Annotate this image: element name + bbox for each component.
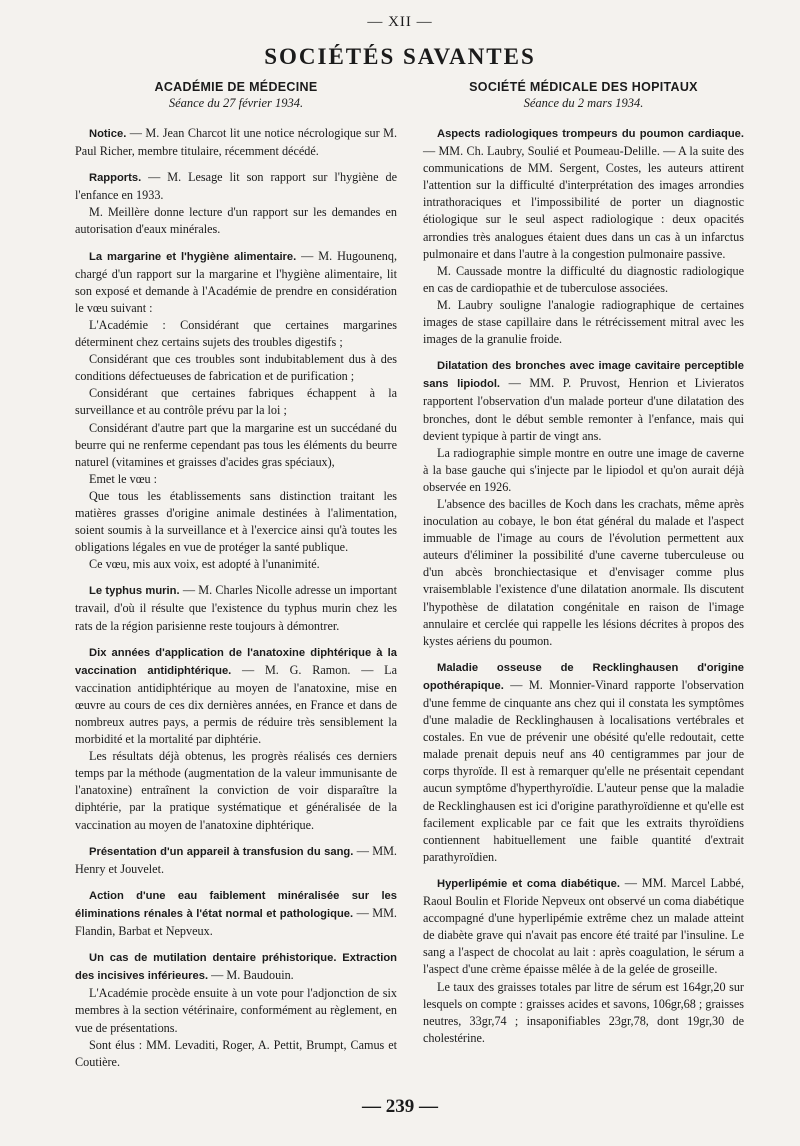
right-column <box>423 80 744 1047</box>
session-date: Séance du 2 mars 1934. <box>523 96 644 110</box>
paragraph: Le taux des graisses totales par litre de sérum est 164gr,20 sur lesquels on compte : graisses acides et savons, 106gr,68 ; graisses neutres, 33gr,74 ; insaponifiables 23gr,78, dont 19gr,30 de cholestérine. <box>423 979 744 1045</box>
bottom-page-number: — 239 — <box>362 1096 438 1117</box>
section-title-academie: ACADÉMIE DE MÉDECINE <box>154 80 318 94</box>
paragraph: Action d'une eau faiblement minéralisée sur les éliminations rénales à l'état normal et pathologique. — MM. Flandin, Barbat et Nepveux. <box>75 889 397 939</box>
paragraph: L'absence des bacilles de Koch dans les crachats, même après inoculation au cobaye, le bon état général du malade et l'aspect immuable de l'image au cours de l'évolution permettent aux auteurs d'éliminer la possibilité d'une caverne tuberculeuse ou d'un abcès bronchiectasique et d'envisager comme plus vraisemblable l'existence d'une dilatation anormale. Ils discutent l'hypothèse de dilatation congénitale en raison de l'image annulaire et cerclée qui rappelle les lésions décrites à propos des kystes aériens du poumon. <box>423 496 744 648</box>
paragraph-heading: La margarine et l'hygiène alimentaire. <box>89 250 297 263</box>
page-title: SOCIÉTÉS SAVANTES <box>264 44 536 69</box>
paragraph: La radiographie simple montre en outre une image de caverne à la base gauche qui s'injecte par le lipiodol et qu'on aurait déjà observée en 1926. <box>423 445 744 494</box>
paragraph-heading: Aspects radiologiques trompeurs du poumon cardiaque. <box>437 128 744 140</box>
paragraph: Que tous les établissements sans distinction traitant les matières grasses d'origine animale destinées à l'alimentation, soient soumis à la surveillance et à l'exercice ainsi qu'à toutes les obligations légales en vue de protéger la santé publique. <box>75 488 397 555</box>
paragraph: M. Caussade montre la difficulté du diagnostic radiologique en cas de cardiopathie et de tuberculose associées. <box>423 263 744 295</box>
paragraph-heading: Un cas de mutilation dentaire préhistorique. Extraction des incisives inférieures. <box>75 952 397 983</box>
paragraph: L'Académie : Considérant que certaines margarines déterminent chez certains sujets des troubles digestifs ; <box>75 317 397 350</box>
paragraph: Aspects radiologiques trompeurs du poumon cardiaque. — MM. Ch. Laubry, Soulié et Poumeau-Delille. — A la suite des communications de MM. Sergent, Costes, les auteurs attirent l'attention sur la difficulté d'interprétation des images arrondies intrathoraciques et l'impossibilité de porter un diagnostic étiologique sur le seul aspect radiologique : deux opacités arrondies très analogues étaient dues dans un cas à un infarctus pulmonaire et dans l'autre à la congestion pulmonaire passive. <box>423 128 744 261</box>
left-column <box>75 80 397 1071</box>
paragraph: L'Académie procède ensuite à un vote pour l'adjonction de six membres à la section vétérinaire, conformément au règlement, en vue de présentations. <box>75 986 397 1035</box>
paragraph-heading: Hyperlipémie et coma diabétique. <box>437 877 620 890</box>
paragraph: Présentation d'un appareil à transfusion du sang. — MM. Henry et Jouvelet. <box>75 843 397 876</box>
paragraph: Dilatation des bronches avec image cavitaire perceptible sans lipiodol. — MM. P. Pruvost, Henrion et Livieratos rapportent l'observation d'un malade porteur d'une dilatation des bronches, dont le début semble remonter à l'enfance, mais qui devient typique à partir de vingt ans. <box>423 360 744 443</box>
paragraph: Un cas de mutilation dentaire préhistorique. Extraction des incisives inférieures. — M. Baudouin. <box>75 952 397 983</box>
paragraph: Considérant que ces troubles sont indubitablement dus à des conditions défectueuses de fabrication et de purification ; <box>75 352 397 384</box>
paragraph: Sont élus : MM. Levaditi, Roger, A. Pettit, Brumpt, Camus et Coutière. <box>75 1037 397 1069</box>
paragraph: La margarine et l'hygiène alimentaire. — M. Hugounenq, chargé d'un rapport sur la margarine et l'hygiène alimentaire, lit son exposé et demande à l'Académie de prendre en considération le vœu suivant : <box>75 248 397 315</box>
paragraph-heading: Action d'une eau faiblement minéralisée sur les éliminations rénales à l'état normal et pathologique. <box>75 889 397 920</box>
paragraph: Rapports. — M. Lesage lit son rapport sur l'hygiène de l'enfance en 1933. <box>75 170 397 203</box>
paragraph: Le typhus murin. — M. Charles Nicolle adresse un important travail, d'où il résulte que l'existence du typhus murin chez les rats de la région parisienne reste toujours à démontrer. <box>75 583 397 633</box>
paragraph-heading: Le typhus murin. <box>89 585 180 598</box>
section-title-societe: SOCIÉTÉ MÉDICALE DES HOPITAUX <box>469 80 698 94</box>
paragraph-heading: Dilatation des bronches avec image cavitaire perceptible sans lipiodol. <box>423 360 744 391</box>
paragraph: Considérant que certaines fabriques échappent à la surveillance et au contrôle prévu par la loi ; <box>75 386 397 418</box>
session-date: Séance du 27 février 1934. <box>168 96 304 110</box>
paragraph: Emet le vœu : <box>89 471 158 486</box>
paragraph-heading: Présentation d'un appareil à transfusion du sang. <box>89 845 354 858</box>
paragraph-heading: Dix années d'application de l'anatoxine diphtérique à la vaccination antidiphtérique. <box>75 646 397 677</box>
paragraph: Les résultats déjà obtenus, les progrès réalisés ces derniers temps par la méthode (augmentation de la valeur immunisante de l'anatoxine) entraînent la conviction de voir disparaître la diphtérie, par la pratique systématique et généralisée de la vaccination au moyen de l'anatoxine diphtérique. <box>75 749 397 832</box>
paragraph: Maladie osseuse de Recklinghausen d'origine opothérapique. — M. Monnier-Vinard rapporte l'observation d'une femme de cinquante ans chez qui il constata les symptômes d'une maladie de Recklinghausen à localisations vertébrales et costales. En vue de prévenir une obésité qu'elle redoutait, cette malade prenait depuis neuf ans 40 centigrammes par jour de corps thyroïde. Il est à remarquer qu'elle ne présentait cependant aucun symptôme d'hyperthyroïdie. L'auteur pense que la maladie de Recklinghausen est ici d'origine parathyroïdienne et qu'elle est facilement explicable par ce fait que les extraits thyroïdiens contiennent habituellement une faible quantité d'extrait parathyroïdien. <box>423 661 744 864</box>
paragraph: Hyperlipémie et coma diabétique. — MM. Marcel Labbé, Raoul Boulin et Floride Nepveux ont observé un coma diabétique accompagné d'une hyperlipémie extrême chez un malade atteint de diabète grave qui n'avait pas encore été traité par l'insuline. Le sang a l'aspect de chocolat au lait : après coagulation, le sérum a l'aspect d'une crème épaisse mêlée à de la gelée de groseille. <box>423 875 745 977</box>
paragraph: Considérant d'autre part que la margarine est un succédané du beurre qui ne renferme cependant pas tous les éléments du beurre naturel (vitamines et graisses d'acides gras spéciaux), <box>75 420 397 469</box>
paragraph: Ce vœu, mis aux voix, est adopté à l'unanimité. <box>89 557 320 572</box>
paragraph: M. Laubry souligne l'analogie radiographique de certaines images de stase capillaire dans le rétrécissement mitral avec les images de la granulie froide. <box>423 297 744 347</box>
top-page-number: — XII — <box>367 14 433 30</box>
paragraph: Dix années d'application de l'anatoxine diphtérique à la vaccination antidiphtérique. — M. G. Ramon. — La vaccination antidiphtérique au moyen de l'anatoxine, mise en œuvre au cours de ces dix dernières années, en France et dans de nombreux autres pays, a permis de réduire très sensiblement la morbidité et la mortalité par diphtérie. <box>75 646 397 747</box>
paragraph-heading: Notice. <box>89 128 127 140</box>
paragraph: M. Meillère donne lecture d'un rapport sur les demandes en autorisation d'eaux minérales. <box>75 205 397 237</box>
paragraph: Notice. — M. Jean Charcot lit une notice nécrologique sur M. Paul Richer, membre titulaire, récemment décédé. <box>75 126 397 159</box>
paragraph-heading: Rapports. <box>89 172 142 185</box>
paragraph-heading: Maladie osseuse de Recklinghausen d'origine opothérapique. <box>423 661 744 692</box>
